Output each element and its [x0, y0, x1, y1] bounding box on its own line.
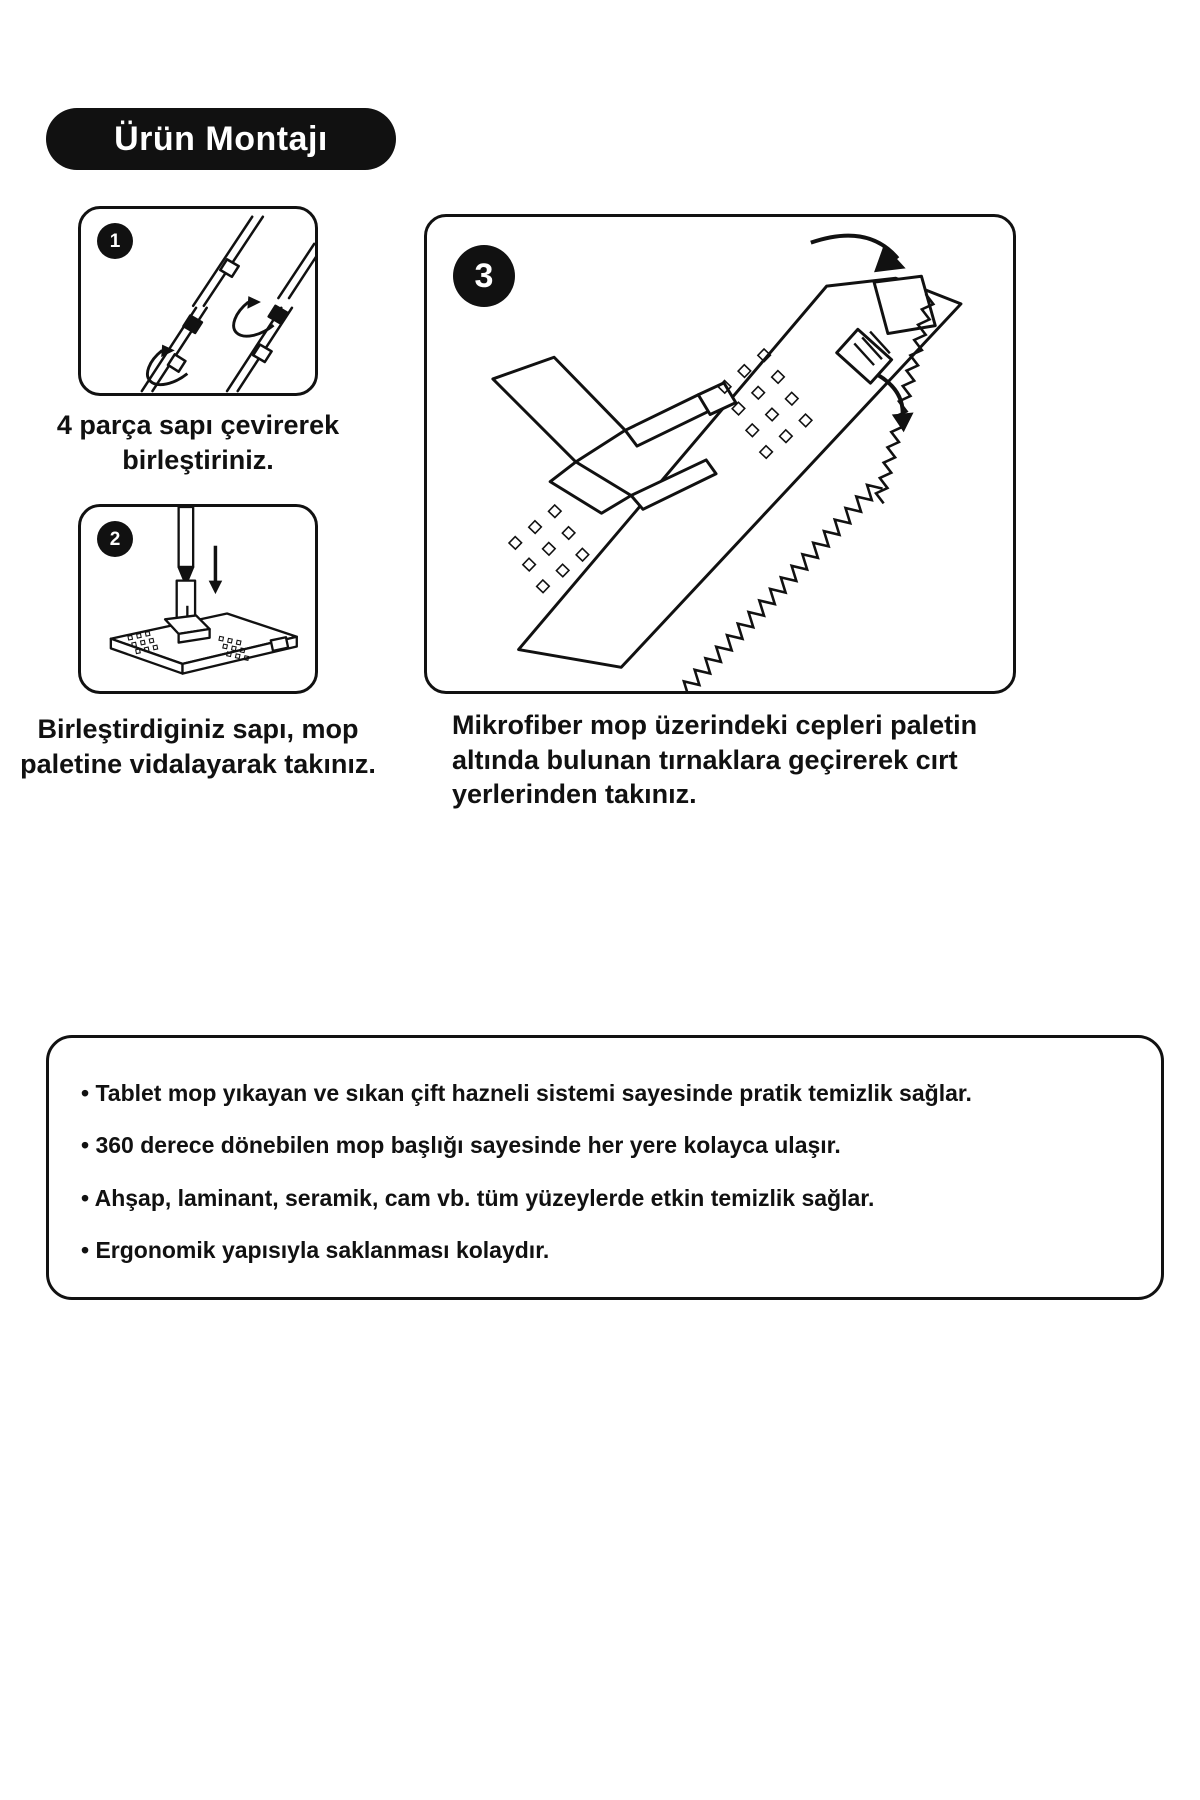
step-2-number: 2	[97, 521, 133, 557]
feature-item: • 360 derece dönebilen mop başlığı sayesinde her yere kolayca ulaşır.	[81, 1132, 841, 1159]
step-1-caption: 4 parça sapı çevirerek birleştiriniz.	[56, 410, 340, 475]
step-3-panel	[424, 214, 1016, 694]
step-1-panel	[78, 206, 318, 396]
step-3-number: 3	[453, 245, 515, 307]
step-2-caption: Birleştirdiginiz sapı, mop paletine vidalayarak takınız.	[20, 714, 376, 779]
page-title-pill	[46, 108, 396, 170]
step-1-number: 1	[97, 223, 133, 259]
features-box	[46, 1035, 1164, 1300]
feature-item: • Tablet mop yıkayan ve sıkan çift hazneli sistemi sayesinde pratik temizlik sağlar.	[81, 1080, 972, 1106]
feature-item: • Ahşap, laminant, seramik, cam vb. tüm yüzeylerde etkin temizlik sağlar.	[81, 1184, 875, 1211]
page-title: Ürün Montajı	[114, 119, 328, 158]
microfiber-pad-onto-plate-icon	[427, 217, 1013, 691]
feature-item: • Ergonomik yapısıyla saklanması kolaydır.	[81, 1237, 550, 1264]
step-3-caption: Mikrofiber mop üzerindeki cepleri paletin altında bulunan tırnaklara geçirerek cırt yerlerinden takınız.	[452, 710, 978, 810]
down-arrow-icon	[209, 546, 223, 594]
step-2-panel	[78, 504, 318, 694]
